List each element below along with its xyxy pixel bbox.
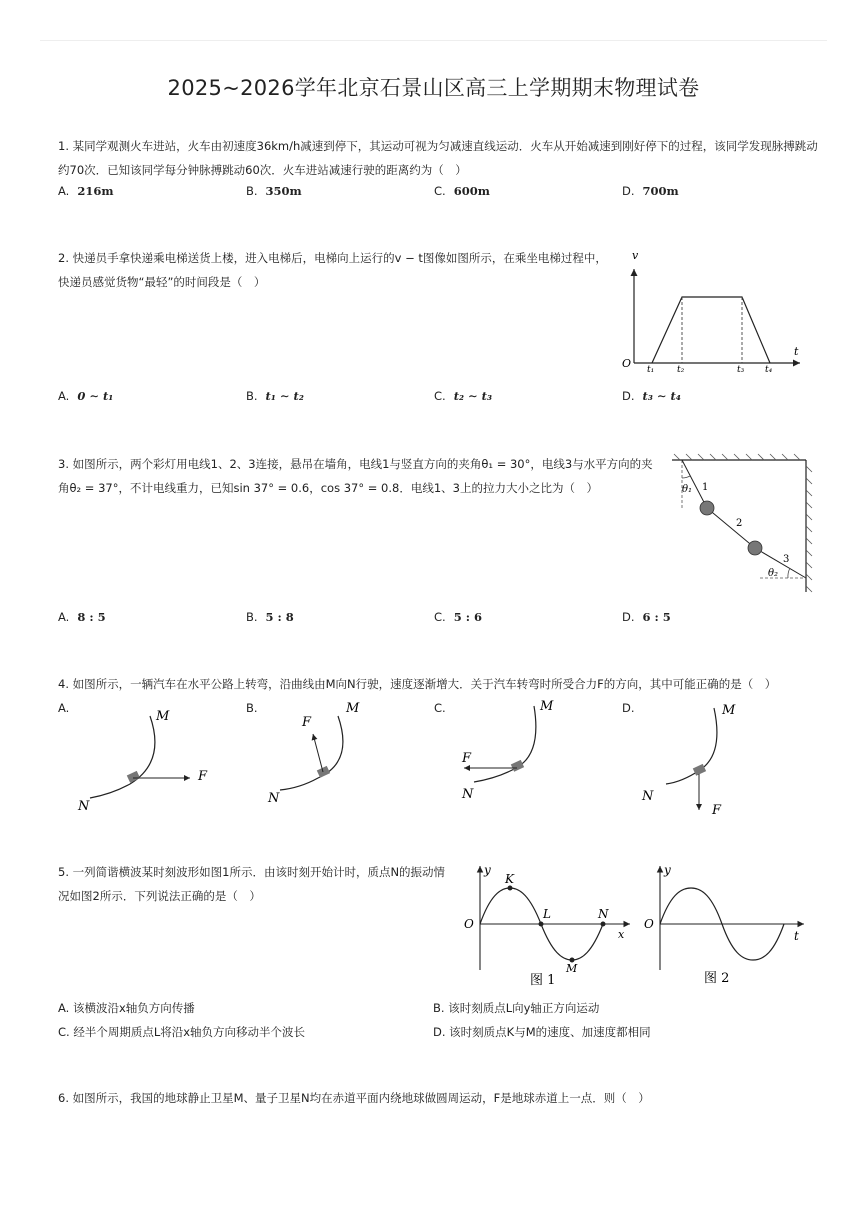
question-2-options — [58, 389, 818, 409]
question-3-stem-line1: 3. 如图所示，两个彩灯用电线1、2、3连接，悬吊在墙角，电线1与竖直方向的夹角θ₁ = 30°，电线3与水平方向的夹 — [58, 457, 653, 471]
svg-text:F: F — [302, 715, 312, 730]
t2-label: t₂ — [677, 365, 685, 375]
question-5-stem-line1: 5. 一列简谐横波某时刻波形如图1所示．由该时刻开始计时，质点N的振动情 — [58, 865, 446, 879]
svg-text:L: L — [543, 907, 551, 921]
svg-text:M: M — [566, 962, 578, 975]
q5-option-b[interactable]: B. 该时刻质点L向y轴正方向运动 — [433, 1001, 600, 1015]
question-1 — [58, 134, 818, 182]
svg-text:M: M — [156, 709, 170, 724]
wire-3-label: 3 — [783, 554, 790, 565]
q4-option-b-label[interactable]: B. — [246, 701, 258, 715]
t1-label: t₁ — [647, 365, 655, 375]
theta2-label: θ₂ — [768, 568, 779, 579]
q3-lamp-figure — [668, 452, 813, 597]
q4-option-a-label[interactable]: A. — [58, 701, 70, 715]
lamp-2-icon — [748, 541, 762, 555]
svg-text:y: y — [484, 863, 491, 877]
question-5-stem-line2: 况如图2所示．下列说法正确的是（ ） — [58, 889, 261, 903]
origin-label: O — [622, 357, 632, 370]
question-2-stem-line2: 快递员感觉货物“最轻”的时间段是（ ） — [58, 275, 266, 289]
question-1-stem: 1. 某同学观测火车进站，火车由初速度36km/h减速到停下，其运动可视为匀减速直线运动．火车从开始减速到刚好停下的过程，该同学发现脉搏跳动约70次．已知该同学每分钟脉搏跳动60次．火车进站减速行驶的距离约为（ ） — [58, 139, 818, 177]
wire-3 — [755, 548, 806, 578]
q3-option-c[interactable]: C. 5 : 6 — [434, 610, 482, 624]
svg-text:M: M — [540, 699, 554, 714]
q5-figure-1 — [458, 858, 638, 988]
svg-text:F: F — [712, 803, 722, 818]
t-axis-label: t — [794, 345, 799, 358]
q1-option-a[interactable]: A. 216m — [58, 184, 114, 198]
question-3 — [58, 452, 658, 500]
svg-text:F: F — [198, 769, 208, 784]
q1-option-d[interactable]: D. 700m — [622, 184, 679, 198]
question-6-stem: 6. 如图所示，我国的地球静止卫星M、量子卫星N均在赤道平面内绕地球做圆周运动，F是地球赤道上一点．则（ ） — [58, 1091, 650, 1105]
question-4-stem: 4. 如图所示，一辆汽车在水平公路上转弯，沿曲线由M向N行驶，速度逐渐增大．关于汽车转弯时所受合力F的方向，其中可能正确的是（ ） — [58, 677, 777, 691]
q2-option-a[interactable]: A. 0 ∼ t₁ — [58, 389, 114, 403]
q2-option-d[interactable]: D. t₃ ∼ t₄ — [622, 389, 681, 403]
theta1-label: θ₁ — [682, 484, 693, 495]
q5-option-a[interactable]: A. 该横波沿x轴负方向传播 — [58, 1001, 195, 1015]
svg-text:N: N — [78, 799, 90, 814]
q4-option-a-figure[interactable] — [70, 702, 230, 817]
q2-option-c[interactable]: C. t₂ ∼ t₃ — [434, 389, 493, 403]
header-rule — [40, 40, 827, 41]
question-2-stem-line1: 2. 快递员手拿快递乘电梯送货上楼，进入电梯后，电梯向上运行的v − t图像如图所示，在乘坐电梯过程中， — [58, 251, 607, 265]
q4-option-c-figure[interactable] — [450, 694, 610, 809]
svg-text:O: O — [464, 917, 474, 931]
wire-2-label: 2 — [736, 518, 743, 529]
question-2 — [58, 246, 618, 294]
lamp-1-icon — [700, 501, 714, 515]
svg-text:N: N — [268, 791, 280, 806]
q1-option-c[interactable]: C. 600m — [434, 184, 490, 198]
q1-option-b[interactable]: B. 350m — [246, 184, 302, 198]
q2-vt-graph — [618, 245, 808, 375]
q5-option-d[interactable]: D. 该时刻质点K与M的速度、加速度都相同 — [433, 1025, 651, 1039]
question-6 — [58, 1086, 818, 1110]
svg-text:x: x — [618, 928, 625, 941]
question-3-options — [58, 610, 818, 630]
svg-text:O: O — [644, 917, 654, 931]
q4-option-d-label[interactable]: D. — [622, 701, 635, 715]
figure-2-caption: 图 2 — [704, 971, 730, 986]
q4-option-b-figure[interactable] — [258, 702, 418, 817]
q3-option-b[interactable]: B. 5 : 8 — [246, 610, 294, 624]
q4-option-d-figure[interactable] — [636, 700, 796, 825]
vt-curve — [652, 297, 770, 363]
q4-option-c-label[interactable]: C. — [434, 701, 446, 715]
question-1-options — [58, 184, 818, 204]
question-3-stem-line2: 角θ₂ = 37°，不计电线重力，已知sin 37° = 0.6，cos 37° = 0.8．电线1、3上的拉力大小之比为（ ） — [58, 481, 598, 495]
q2-option-b[interactable]: B. t₁ ∼ t₂ — [246, 389, 304, 403]
page-title: 2025~2026学年北京石景山区高三上学期期末物理试卷 — [167, 76, 700, 100]
q3-option-a[interactable]: A. 8 : 5 — [58, 610, 106, 624]
question-4 — [58, 672, 818, 696]
figure-1-caption: 图 1 — [530, 973, 556, 988]
v-axis-label: v — [632, 249, 639, 262]
svg-text:N: N — [642, 789, 654, 804]
q5-figure-2 — [640, 858, 810, 988]
t4-label: t₄ — [765, 365, 773, 375]
svg-text:M: M — [346, 702, 360, 716]
q3-option-d[interactable]: D. 6 : 5 — [622, 610, 671, 624]
svg-text:N: N — [462, 787, 474, 802]
svg-text:y: y — [664, 863, 671, 877]
svg-text:N: N — [598, 907, 609, 921]
svg-text:K: K — [505, 872, 514, 886]
svg-text:F: F — [462, 751, 472, 766]
wire-1-label: 1 — [702, 482, 709, 493]
question-5-options — [58, 996, 818, 1044]
q5-option-c[interactable]: C. 经半个周期质点L将沿x轴负方向移动半个波长 — [58, 1025, 306, 1039]
question-5 — [58, 860, 458, 908]
t3-label: t₃ — [737, 365, 745, 375]
svg-text:M: M — [722, 703, 736, 718]
svg-text:t: t — [794, 929, 799, 943]
wire-2 — [707, 508, 755, 548]
